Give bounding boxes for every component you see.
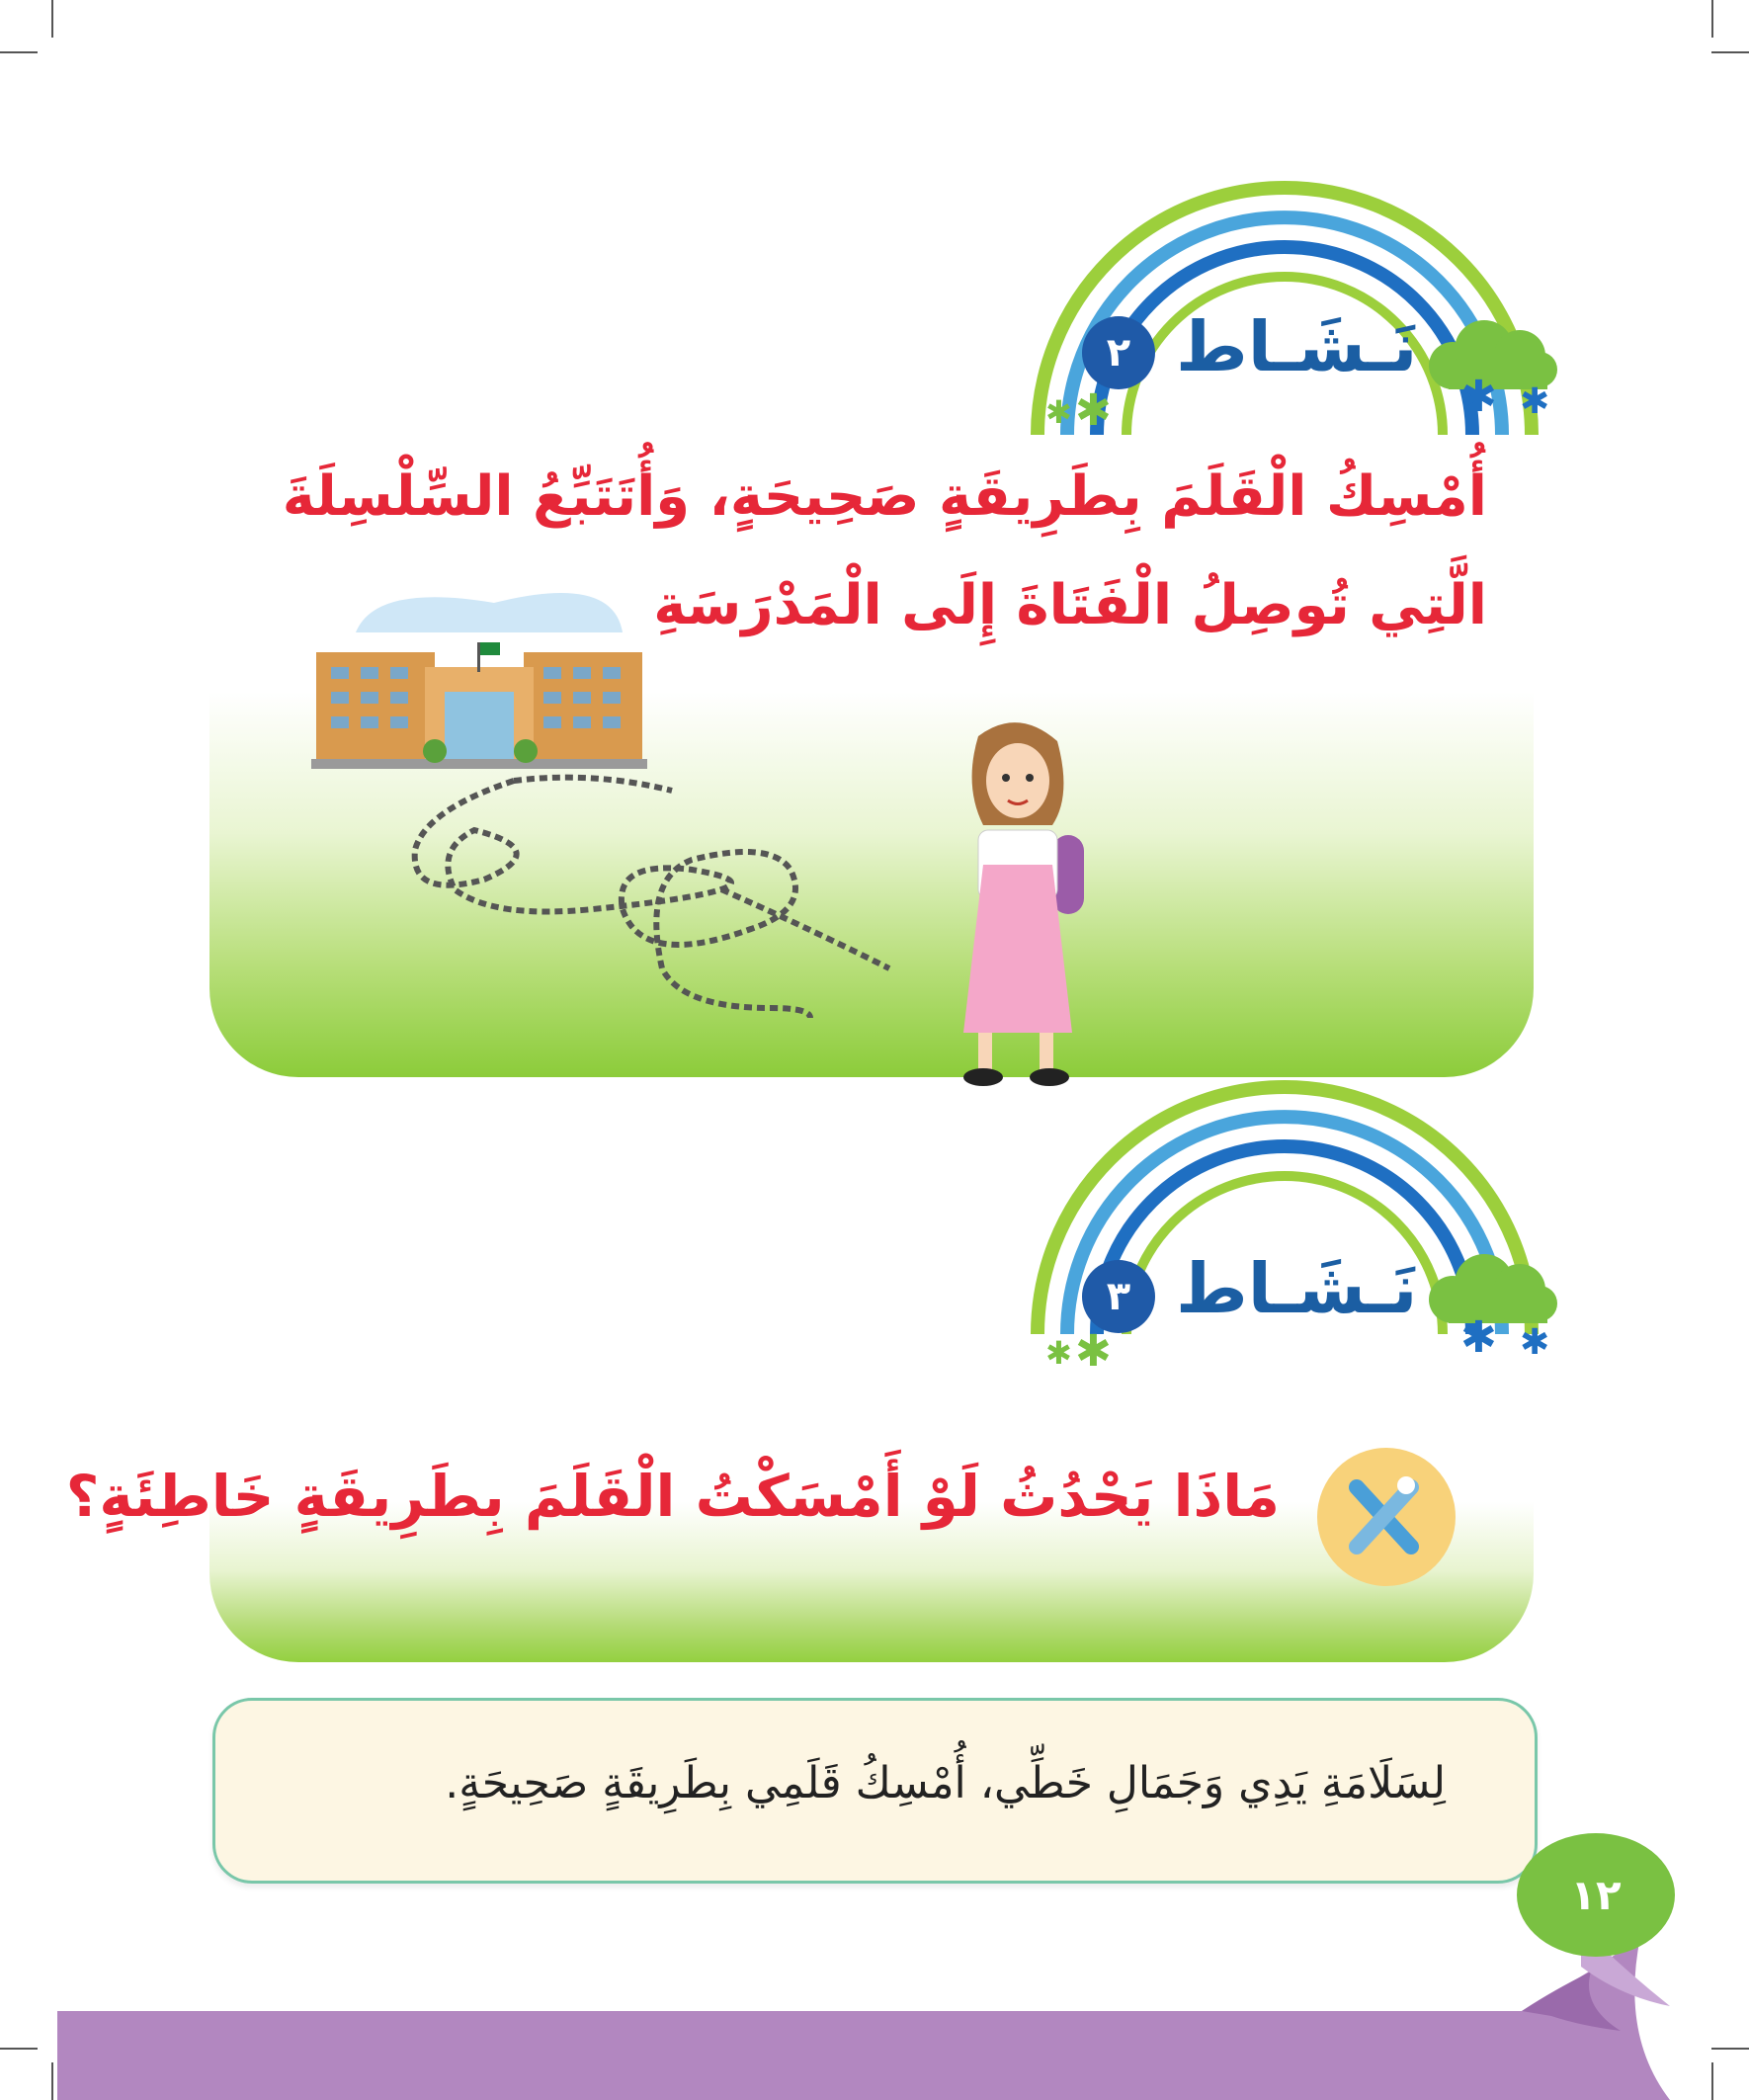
activity-3-question: مَاذَا يَحْدُثُ لَوْ أَمْسَكْتُ الْقَلَمَ بِطَرِيقَةٍ خَاطِئَةٍ؟ bbox=[65, 1463, 1280, 1530]
flower-icon: ✱ bbox=[1075, 1326, 1112, 1377]
flower-icon: ✱ bbox=[1520, 381, 1550, 422]
flower-icon: ✱ bbox=[1460, 372, 1497, 422]
tip-text: لِسَلَامَةِ يَدِي وَجَمَالِ خَطِّي، أُمْسِكُ قَلَمِي بِطَرِيقَةٍ صَحِيحَةٍ. bbox=[445, 1758, 1446, 1808]
flower-icon: ✱ bbox=[1520, 1322, 1550, 1363]
flower-icon: ✱ bbox=[1460, 1312, 1497, 1363]
tip-box bbox=[212, 1698, 1538, 1884]
activity-2-title: نَـشَـاط bbox=[1176, 306, 1418, 387]
flower-icon: ✱ bbox=[1045, 1334, 1072, 1372]
discussion-icon bbox=[1317, 1448, 1456, 1586]
footer-purple-band bbox=[0, 1897, 1749, 2100]
school-building-image bbox=[296, 573, 662, 786]
activity-3-title: نَـشَـاط bbox=[1176, 1248, 1418, 1329]
flower-icon: ✱ bbox=[1075, 385, 1112, 436]
flower-icon: ✱ bbox=[1045, 393, 1072, 431]
activity-2-instruction-line1: أُمْسِكُ الْقَلَمَ بِطَرِيقَةٍ صَحِيحَةٍ، وَأُتَتَبِّعُ السِّلْسِلَةَ bbox=[282, 464, 1487, 529]
activity-2-number: ٢ bbox=[1082, 316, 1155, 389]
activity-3-number: ٣ bbox=[1082, 1260, 1155, 1333]
activity-2-instruction-line2: الَّتِي تُوصِلُ الْفَتَاةَ إِلَى الْمَدْرَسَةِ bbox=[653, 573, 1487, 637]
chain-trace-path bbox=[395, 771, 909, 1038]
page-number: ١٢ bbox=[1517, 1833, 1675, 1957]
